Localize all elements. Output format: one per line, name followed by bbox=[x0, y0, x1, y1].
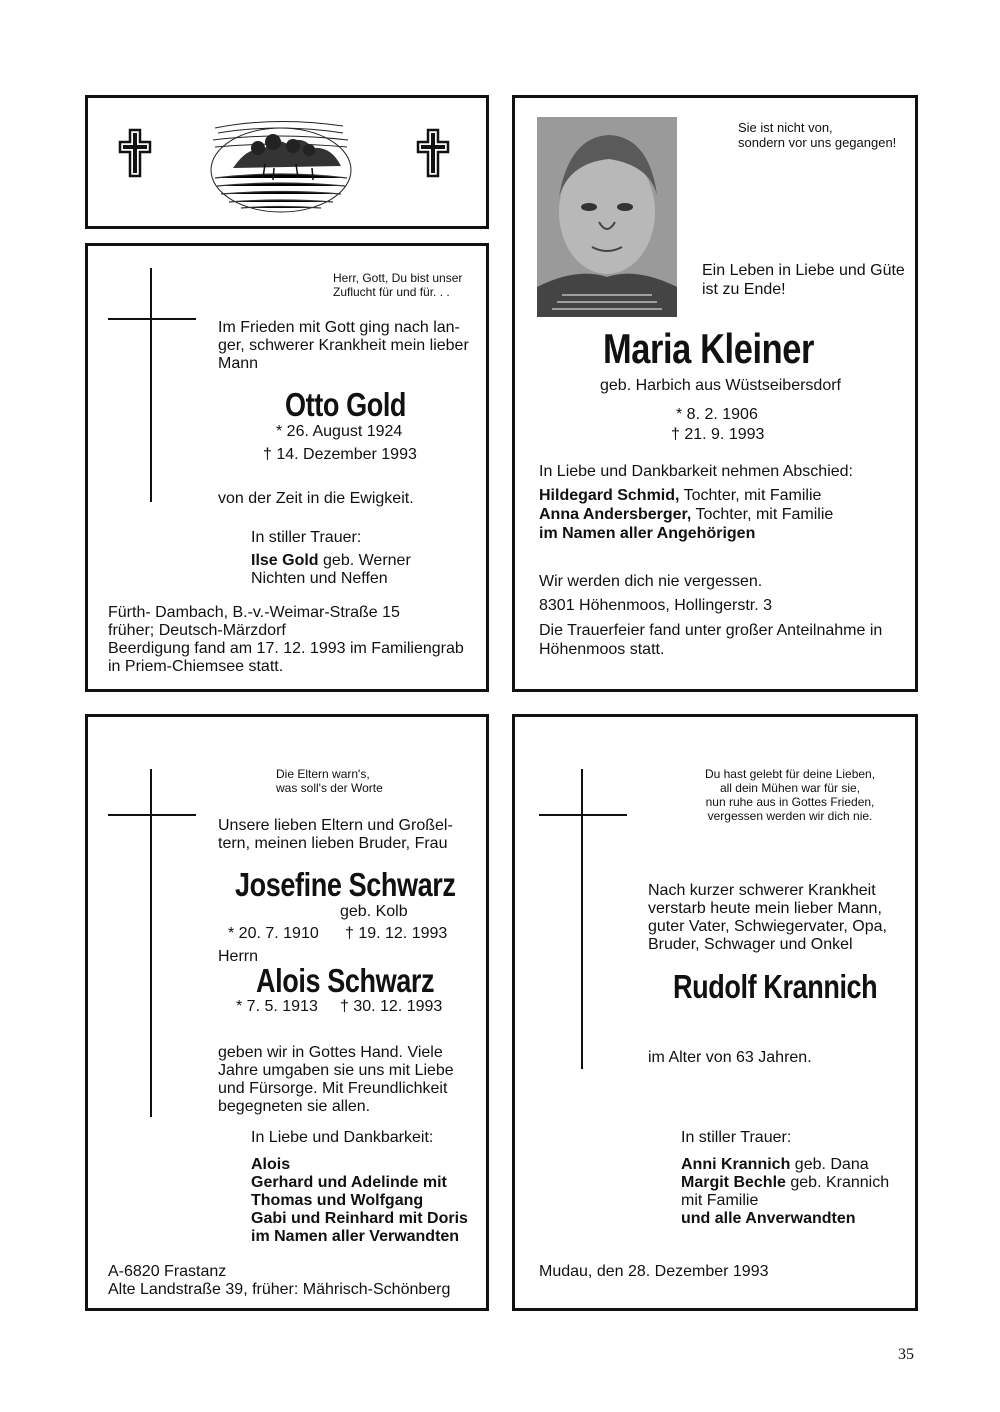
herrn-label: Herrn bbox=[218, 948, 259, 965]
address-block: A-6820 Frastanz Alte Landstraße 39, früher: Mährisch-Schönberg bbox=[108, 1263, 451, 1298]
death-date: † 21. 9. 1993 bbox=[671, 426, 765, 443]
mourners-list: Alois Gerhard und Adelinde mit Thomas und Wolfgang Gabi und Reinhard mit Doris im Namen aller Verwandten bbox=[251, 1156, 468, 1245]
cross-right-icon bbox=[416, 128, 450, 178]
address: 8301 Höhenmoos, Hollingerstr. 3 bbox=[539, 597, 773, 614]
intro-text: Im Frieden mit Gott ging nach lan- ger, schwerer Krankheit mein lieber Mann bbox=[218, 319, 469, 372]
mourning-label: In stiller Trauer: bbox=[681, 1129, 792, 1146]
obituary-otto-gold bbox=[85, 243, 489, 692]
birth-date: * 8. 2. 1906 bbox=[676, 406, 758, 423]
mourner-line-2 bbox=[539, 506, 833, 524]
farewell-text: In Liebe und Dankbarkeit nehmen Abschied: bbox=[539, 463, 853, 480]
mourner-line-3: im Namen aller Angehörigen bbox=[539, 525, 756, 542]
mourner-relation: Tochter, mit Familie bbox=[691, 506, 834, 523]
birth-date: * 26. August 1924 bbox=[276, 423, 403, 440]
cross-vertical-line bbox=[150, 268, 152, 502]
place-date: Mudau, den 28. Dezember 1993 bbox=[539, 1263, 769, 1280]
cross-horizontal-line bbox=[539, 814, 627, 816]
origin: geb. Harbich aus Wüstseibersdorf bbox=[600, 377, 841, 394]
mourner-line bbox=[251, 552, 411, 570]
deceased-name-1: Josefine Schwarz bbox=[235, 866, 456, 903]
cross-vertical-line bbox=[150, 769, 152, 1117]
mourner-maiden: geb. Krannich bbox=[785, 1174, 890, 1191]
mourner-line-1 bbox=[539, 487, 821, 505]
mourner-maiden: geb. Werner bbox=[318, 552, 411, 569]
thanks-label: In Liebe und Dankbarkeit: bbox=[251, 1129, 434, 1146]
body-text: geben wir in Gottes Hand. Viele Jahre umgaben sie uns mit Liebe und Fürsorge. Mit Freundlichkeit begegneten sie allen. bbox=[218, 1044, 454, 1115]
mourner-line-2 bbox=[681, 1174, 889, 1192]
obituary-schwarz bbox=[85, 714, 489, 1311]
cross-left-icon bbox=[118, 128, 152, 178]
deceased-name: Rudolf Krannich bbox=[673, 968, 878, 1005]
portrait-photo bbox=[537, 117, 677, 317]
mourner-family: mit Familie bbox=[681, 1192, 759, 1209]
header-card bbox=[85, 95, 489, 229]
mourning-label: In stiller Trauer: bbox=[251, 529, 362, 546]
mourner-name: Anna Andersberger, bbox=[539, 506, 692, 523]
death-date-2: † 30. 12. 1993 bbox=[340, 998, 443, 1015]
death-date-1: † 19. 12. 1993 bbox=[345, 925, 448, 942]
death-date: † 14. Dezember 1993 bbox=[263, 446, 417, 463]
address-block: Fürth- Dambach, B.-v.-Weimar-Straße 15 früher; Deutsch-Märzdorf Beerdigung fand am 17. 12. 1993 im Familiengrab in Priem-Chiemsee statt. bbox=[108, 604, 464, 675]
ceremony-text: Die Trauerfeier fand unter großer Anteilnahme in Höhenmoos statt. bbox=[539, 622, 883, 658]
deceased-name: Otto Gold bbox=[285, 386, 407, 423]
eternity-text: von der Zeit in die Ewigkeit. bbox=[218, 490, 414, 507]
mourner-relation: Tochter, mit Familie bbox=[679, 487, 822, 504]
mourner-name: Hildegard Schmid, bbox=[539, 487, 680, 504]
motto: Herr, Gott, Du bist unser Zuflucht für und für. . . bbox=[333, 271, 463, 299]
deceased-name: Maria Kleiner bbox=[603, 325, 814, 372]
obituary-maria-kleiner bbox=[512, 95, 918, 692]
age-text: im Alter von 63 Jahren. bbox=[648, 1049, 812, 1066]
landscape-engraving-icon bbox=[203, 108, 358, 218]
mourner-line-3: und alle Anverwandten bbox=[681, 1210, 856, 1227]
mourner-maiden: geb. Dana bbox=[790, 1156, 869, 1173]
origin-1: geb. Kolb bbox=[340, 903, 408, 920]
mourner-name: Margit Bechle bbox=[681, 1174, 786, 1191]
page-number: 35 bbox=[898, 1346, 914, 1363]
mourner-line-1 bbox=[681, 1156, 869, 1174]
birth-date-2: * 7. 5. 1913 bbox=[236, 998, 318, 1015]
motto: Du hast gelebt für deine Lieben, all dein Mühen war für sie, nun ruhe aus in Gottes Frieden, vergessen werden wir dich nie. bbox=[704, 767, 876, 823]
quote: Ein Leben in Liebe und Güte ist zu Ende! bbox=[702, 262, 905, 298]
motto: Sie ist nicht von, sondern vor uns gegangen! bbox=[738, 120, 897, 150]
deceased-name-2: Alois Schwarz bbox=[256, 962, 435, 999]
obituary-krannich bbox=[512, 714, 918, 1311]
mourner-name: Ilse Gold bbox=[251, 552, 319, 569]
motto: Die Eltern warn's, was soll's der Worte bbox=[276, 767, 383, 795]
cross-horizontal-line bbox=[108, 318, 196, 320]
mourners-relatives: Nichten und Neffen bbox=[251, 570, 388, 587]
intro-text: Nach kurzer schwerer Krankheit verstarb heute mein lieber Mann, guter Vater, Schwiegervater, Opa, Bruder, Schwager und Onkel bbox=[648, 882, 887, 953]
never-forget: Wir werden dich nie vergessen. bbox=[539, 573, 763, 590]
intro-text: Unsere lieben Eltern und Großel- tern, meinen lieben Bruder, Frau bbox=[218, 817, 453, 852]
birth-date-1: * 20. 7. 1910 bbox=[228, 925, 319, 942]
mourner-name: Anni Krannich bbox=[681, 1156, 791, 1173]
cross-horizontal-line bbox=[108, 814, 196, 816]
